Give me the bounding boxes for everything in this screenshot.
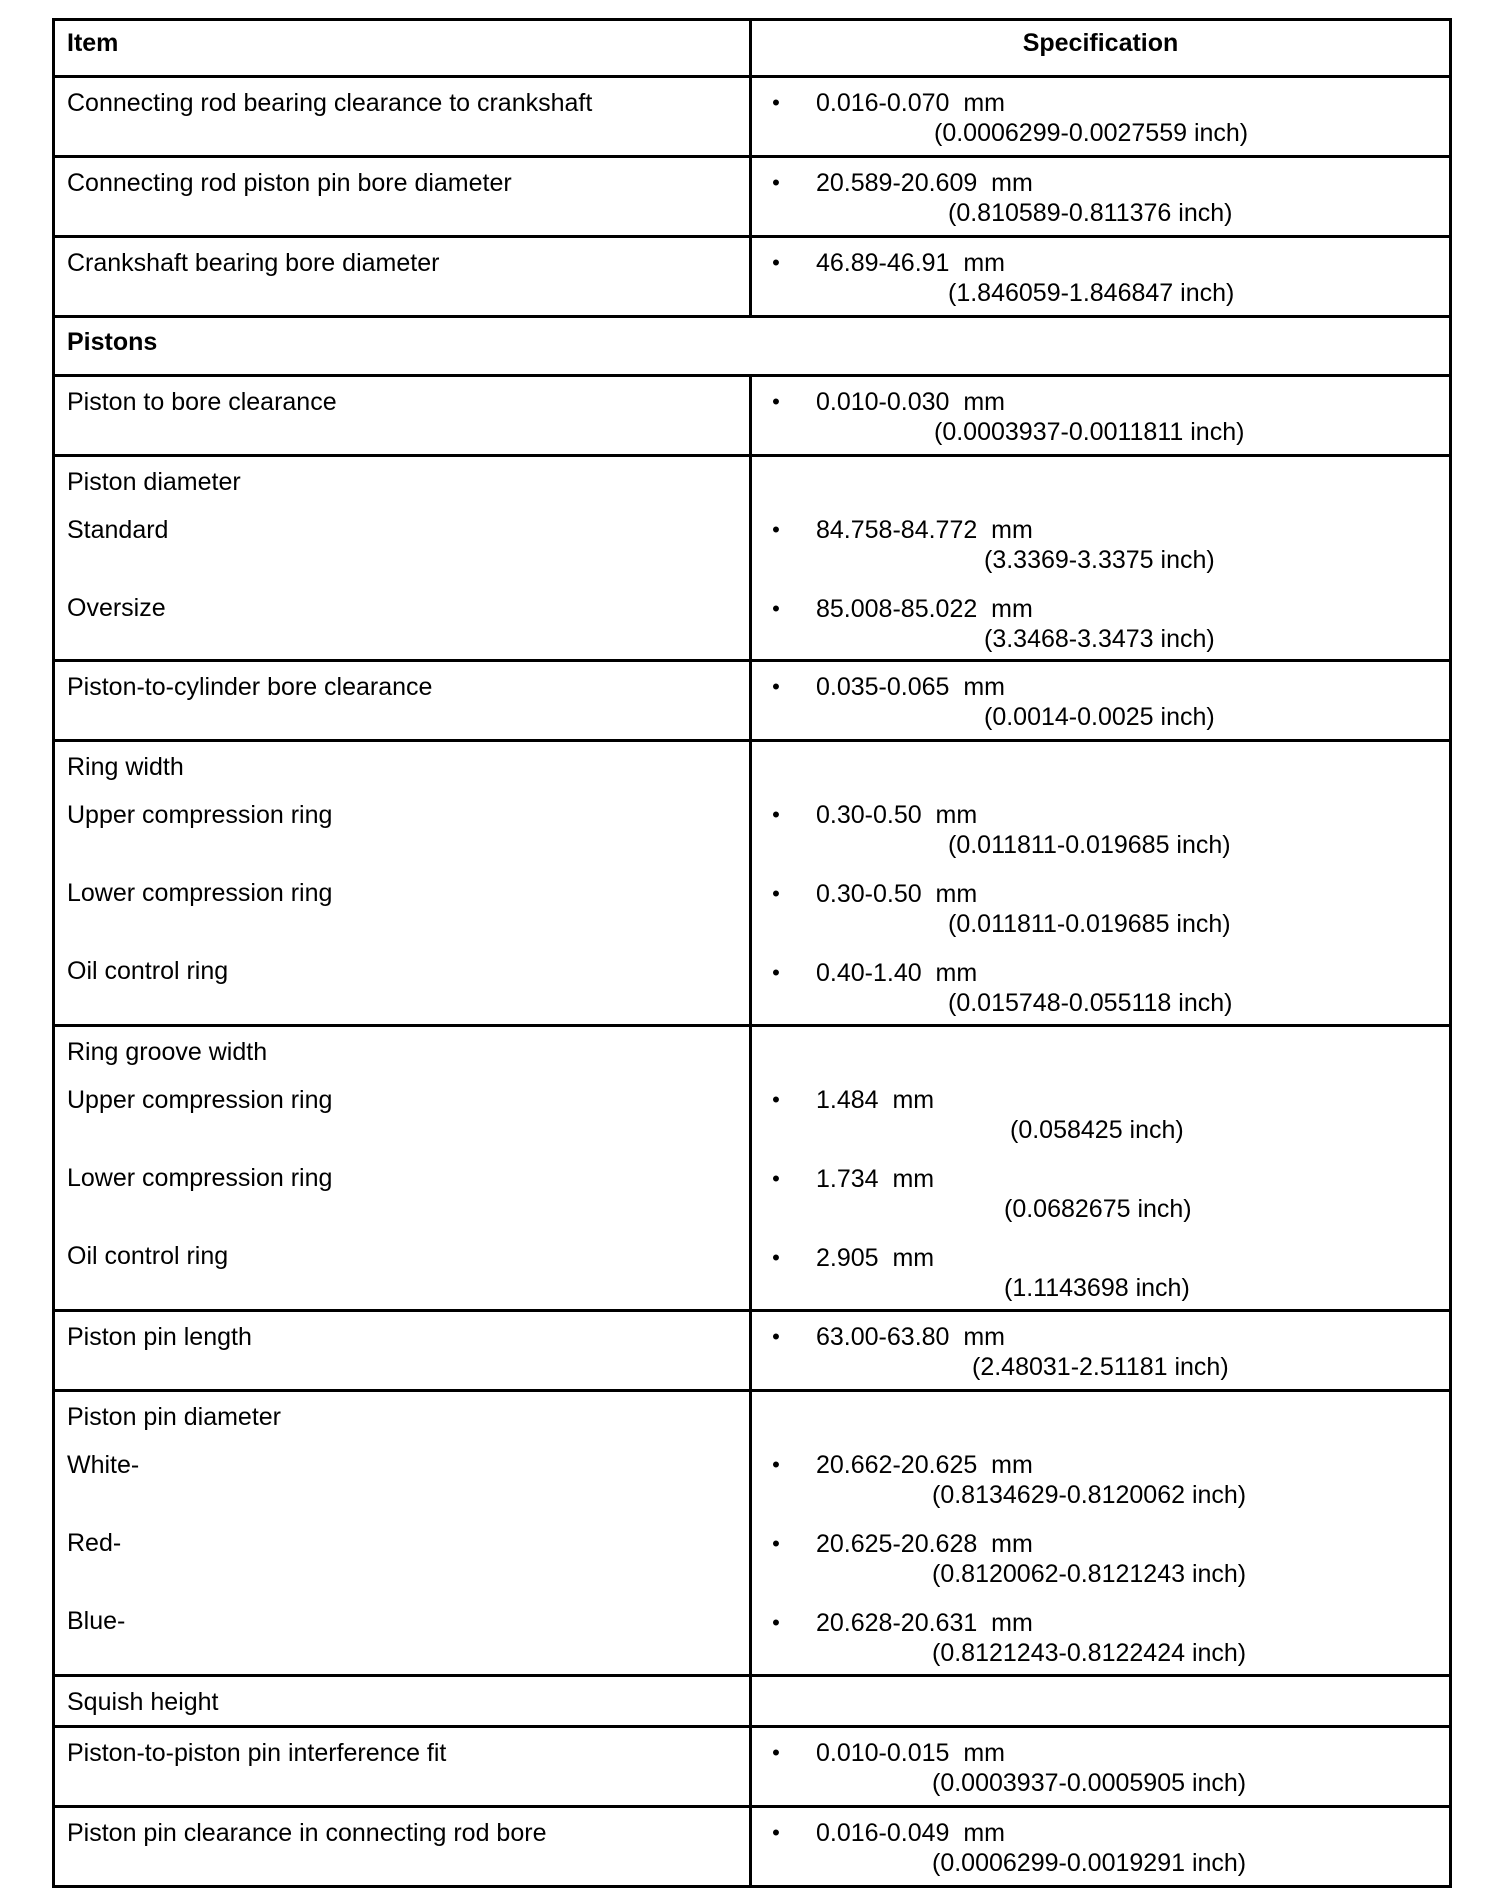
spec-mm: 1.734 mm [816,1165,935,1193]
sub-item-label: Oil control ring [67,957,229,985]
spec-mm: 20.662-20.625 mm [816,1451,1033,1479]
spec-mm: 0.016-0.070 mm [816,89,1005,117]
item-label: Piston-to-piston pin interference fit [67,1739,447,1767]
spec-inch: (3.3468-3.3473 inch) [984,625,1215,653]
bullet-icon: • [772,90,780,115]
table-row [54,1311,1451,1391]
item-label: Piston diameter [67,468,241,496]
spec-mm: 85.008-85.022 mm [816,595,1033,623]
spec-mm: 0.016-0.049 mm [816,1819,1005,1847]
spec-inch: (0.015748-0.055118 inch) [948,989,1233,1017]
bullet-icon: • [772,1740,780,1765]
spec-inch: (0.0006299-0.0019291 inch) [932,1849,1247,1877]
item-cell [54,376,751,456]
bullet-icon: • [772,389,780,414]
item-label: Ring width [67,753,184,781]
table-row [54,376,1451,456]
spec-cell [751,1026,1451,1311]
bullet-icon: • [772,517,780,542]
spec-mm: 0.010-0.015 mm [816,1739,1005,1767]
bullet-icon: • [772,1452,780,1477]
spec-value [766,88,1449,148]
spec-inch: (0.0006299-0.0027559 inch) [934,119,1249,147]
spec-mm: 63.00-63.80 mm [816,1323,1005,1351]
table-row [54,741,1451,1026]
item-cell [54,1391,751,1676]
table-row [54,456,1451,661]
spec-value [766,248,1449,308]
bullet-icon: • [772,1166,780,1191]
spec-value [766,387,1449,447]
spec-inch: (1.1143698 inch) [1004,1274,1190,1302]
table-row [54,1727,1451,1807]
item-cell [54,77,751,157]
item-cell [54,741,751,1026]
spec-cell [751,741,1451,1026]
spec-cell [751,157,1451,237]
item-label: Piston-to-cylinder bore clearance [67,673,433,701]
spec-mm: 0.30-0.50 mm [816,880,978,908]
spec-mm: 1.484 mm [816,1086,935,1114]
section-title-pistons: Pistons [54,317,1451,376]
spec-value [766,1085,1449,1145]
bullet-icon: • [772,674,780,699]
item-label: Connecting rod bearing clearance to crankshaft [67,89,593,117]
spec-value [766,672,1449,732]
sub-item-label: Upper compression ring [67,1086,333,1114]
spec-mm: 20.589-20.609 mm [816,169,1033,197]
spec-cell [751,376,1451,456]
spec-inch: (1.846059-1.846847 inch) [948,279,1235,307]
sub-item-label: Lower compression ring [67,879,333,907]
spec-cell [751,1807,1451,1887]
spec-inch: (0.8121243-0.8122424 inch) [932,1639,1247,1667]
spec-value [766,1738,1449,1798]
spec-cell [751,237,1451,317]
item-label: Piston pin clearance in connecting rod bore [67,1819,547,1847]
spec-value [766,800,1449,860]
spec-value [766,1529,1449,1589]
spec-inch: (0.0003937-0.0005905 inch) [932,1769,1247,1797]
sub-item-label: White- [67,1451,140,1479]
spec-mm: 20.625-20.628 mm [816,1530,1033,1558]
column-header-specification: Specification [751,20,1451,77]
spec-inch: (0.0014-0.0025 inch) [984,703,1215,731]
column-header-item: Item [54,20,751,77]
sub-item-label: Oil control ring [67,1242,229,1270]
spec-value [766,1818,1449,1878]
table-row [54,661,1451,741]
spec-cell [751,1311,1451,1391]
spec-cell [751,661,1451,741]
item-label: Connecting rod piston pin bore diameter [67,169,512,197]
sub-item-label: Standard [67,516,169,544]
item-label: Squish height [67,1688,219,1716]
bullet-icon: • [772,1820,780,1845]
item-cell [54,237,751,317]
item-label: Piston to bore clearance [67,388,337,416]
spec-mm: 20.628-20.631 mm [816,1609,1033,1637]
spec-inch: (0.058425 inch) [1010,1116,1184,1144]
spec-value [766,1608,1449,1668]
item-cell [54,157,751,237]
spec-inch: (0.011811-0.019685 inch) [948,831,1231,859]
item-label: Piston pin length [67,1323,252,1351]
spec-value [766,515,1449,575]
spec-cell [751,1676,1451,1727]
sub-item-label: Upper compression ring [67,801,333,829]
spec-value [766,958,1449,1018]
item-cell [54,1727,751,1807]
sub-item-label: Lower compression ring [67,1164,333,1192]
spec-mm: 84.758-84.772 mm [816,516,1033,544]
bullet-icon: • [772,1610,780,1635]
spec-table [52,18,1452,1888]
spec-cell [751,1391,1451,1676]
spec-inch: (0.810589-0.811376 inch) [948,199,1233,227]
sub-item-label: Oversize [67,594,166,622]
item-label: Ring groove width [67,1038,268,1066]
bullet-icon: • [772,596,780,621]
bullet-icon: • [772,1245,780,1270]
item-cell [54,1311,751,1391]
spec-mm: 0.30-0.50 mm [816,801,978,829]
bullet-icon: • [772,1087,780,1112]
sub-item-label: Red- [67,1529,122,1557]
sub-item-label: Blue- [67,1607,126,1635]
table-row [54,1676,1451,1727]
bullet-icon: • [772,1324,780,1349]
item-cell [54,661,751,741]
spec-mm: 46.89-46.91 mm [816,249,1005,277]
spec-value [766,1243,1449,1303]
spec-inch: (0.0682675 inch) [1004,1195,1192,1223]
item-label: Piston pin diameter [67,1403,282,1431]
bullet-icon: • [772,960,780,985]
spec-value [766,879,1449,939]
table-row [54,1807,1451,1887]
table-row [54,1026,1451,1311]
spec-mm: 0.40-1.40 mm [816,959,978,987]
spec-mm: 0.035-0.065 mm [816,673,1005,701]
table-row [54,1391,1451,1676]
item-cell [54,1807,751,1887]
bullet-icon: • [772,881,780,906]
spec-value [766,1450,1449,1510]
table-row [54,77,1451,157]
table-row [54,237,1451,317]
section-row [54,317,1451,376]
spec-inch: (3.3369-3.3375 inch) [984,546,1215,574]
spec-inch: (0.0003937-0.0011811 inch) [934,418,1245,446]
item-label: Crankshaft bearing bore diameter [67,249,440,277]
spec-mm: 0.010-0.030 mm [816,388,1005,416]
spec-inch: (2.48031-2.51181 inch) [972,1353,1229,1381]
item-cell [54,1676,751,1727]
bullet-icon: • [772,1531,780,1556]
bullet-icon: • [772,170,780,195]
bullet-icon: • [772,802,780,827]
spec-cell [751,1727,1451,1807]
spec-value [766,168,1449,228]
spec-value [766,594,1449,654]
table-header-row [54,20,1451,77]
table-row [54,157,1451,237]
spec-value [766,1322,1449,1382]
bullet-icon: • [772,250,780,275]
spec-cell [751,77,1451,157]
item-cell [54,456,751,661]
spec-inch: (0.8120062-0.8121243 inch) [932,1560,1247,1588]
spec-inch: (0.8134629-0.8120062 inch) [932,1481,1247,1509]
spec-cell [751,456,1451,661]
spec-inch: (0.011811-0.019685 inch) [948,910,1231,938]
spec-value [766,1164,1449,1224]
spec-mm: 2.905 mm [816,1244,935,1272]
item-cell [54,1026,751,1311]
